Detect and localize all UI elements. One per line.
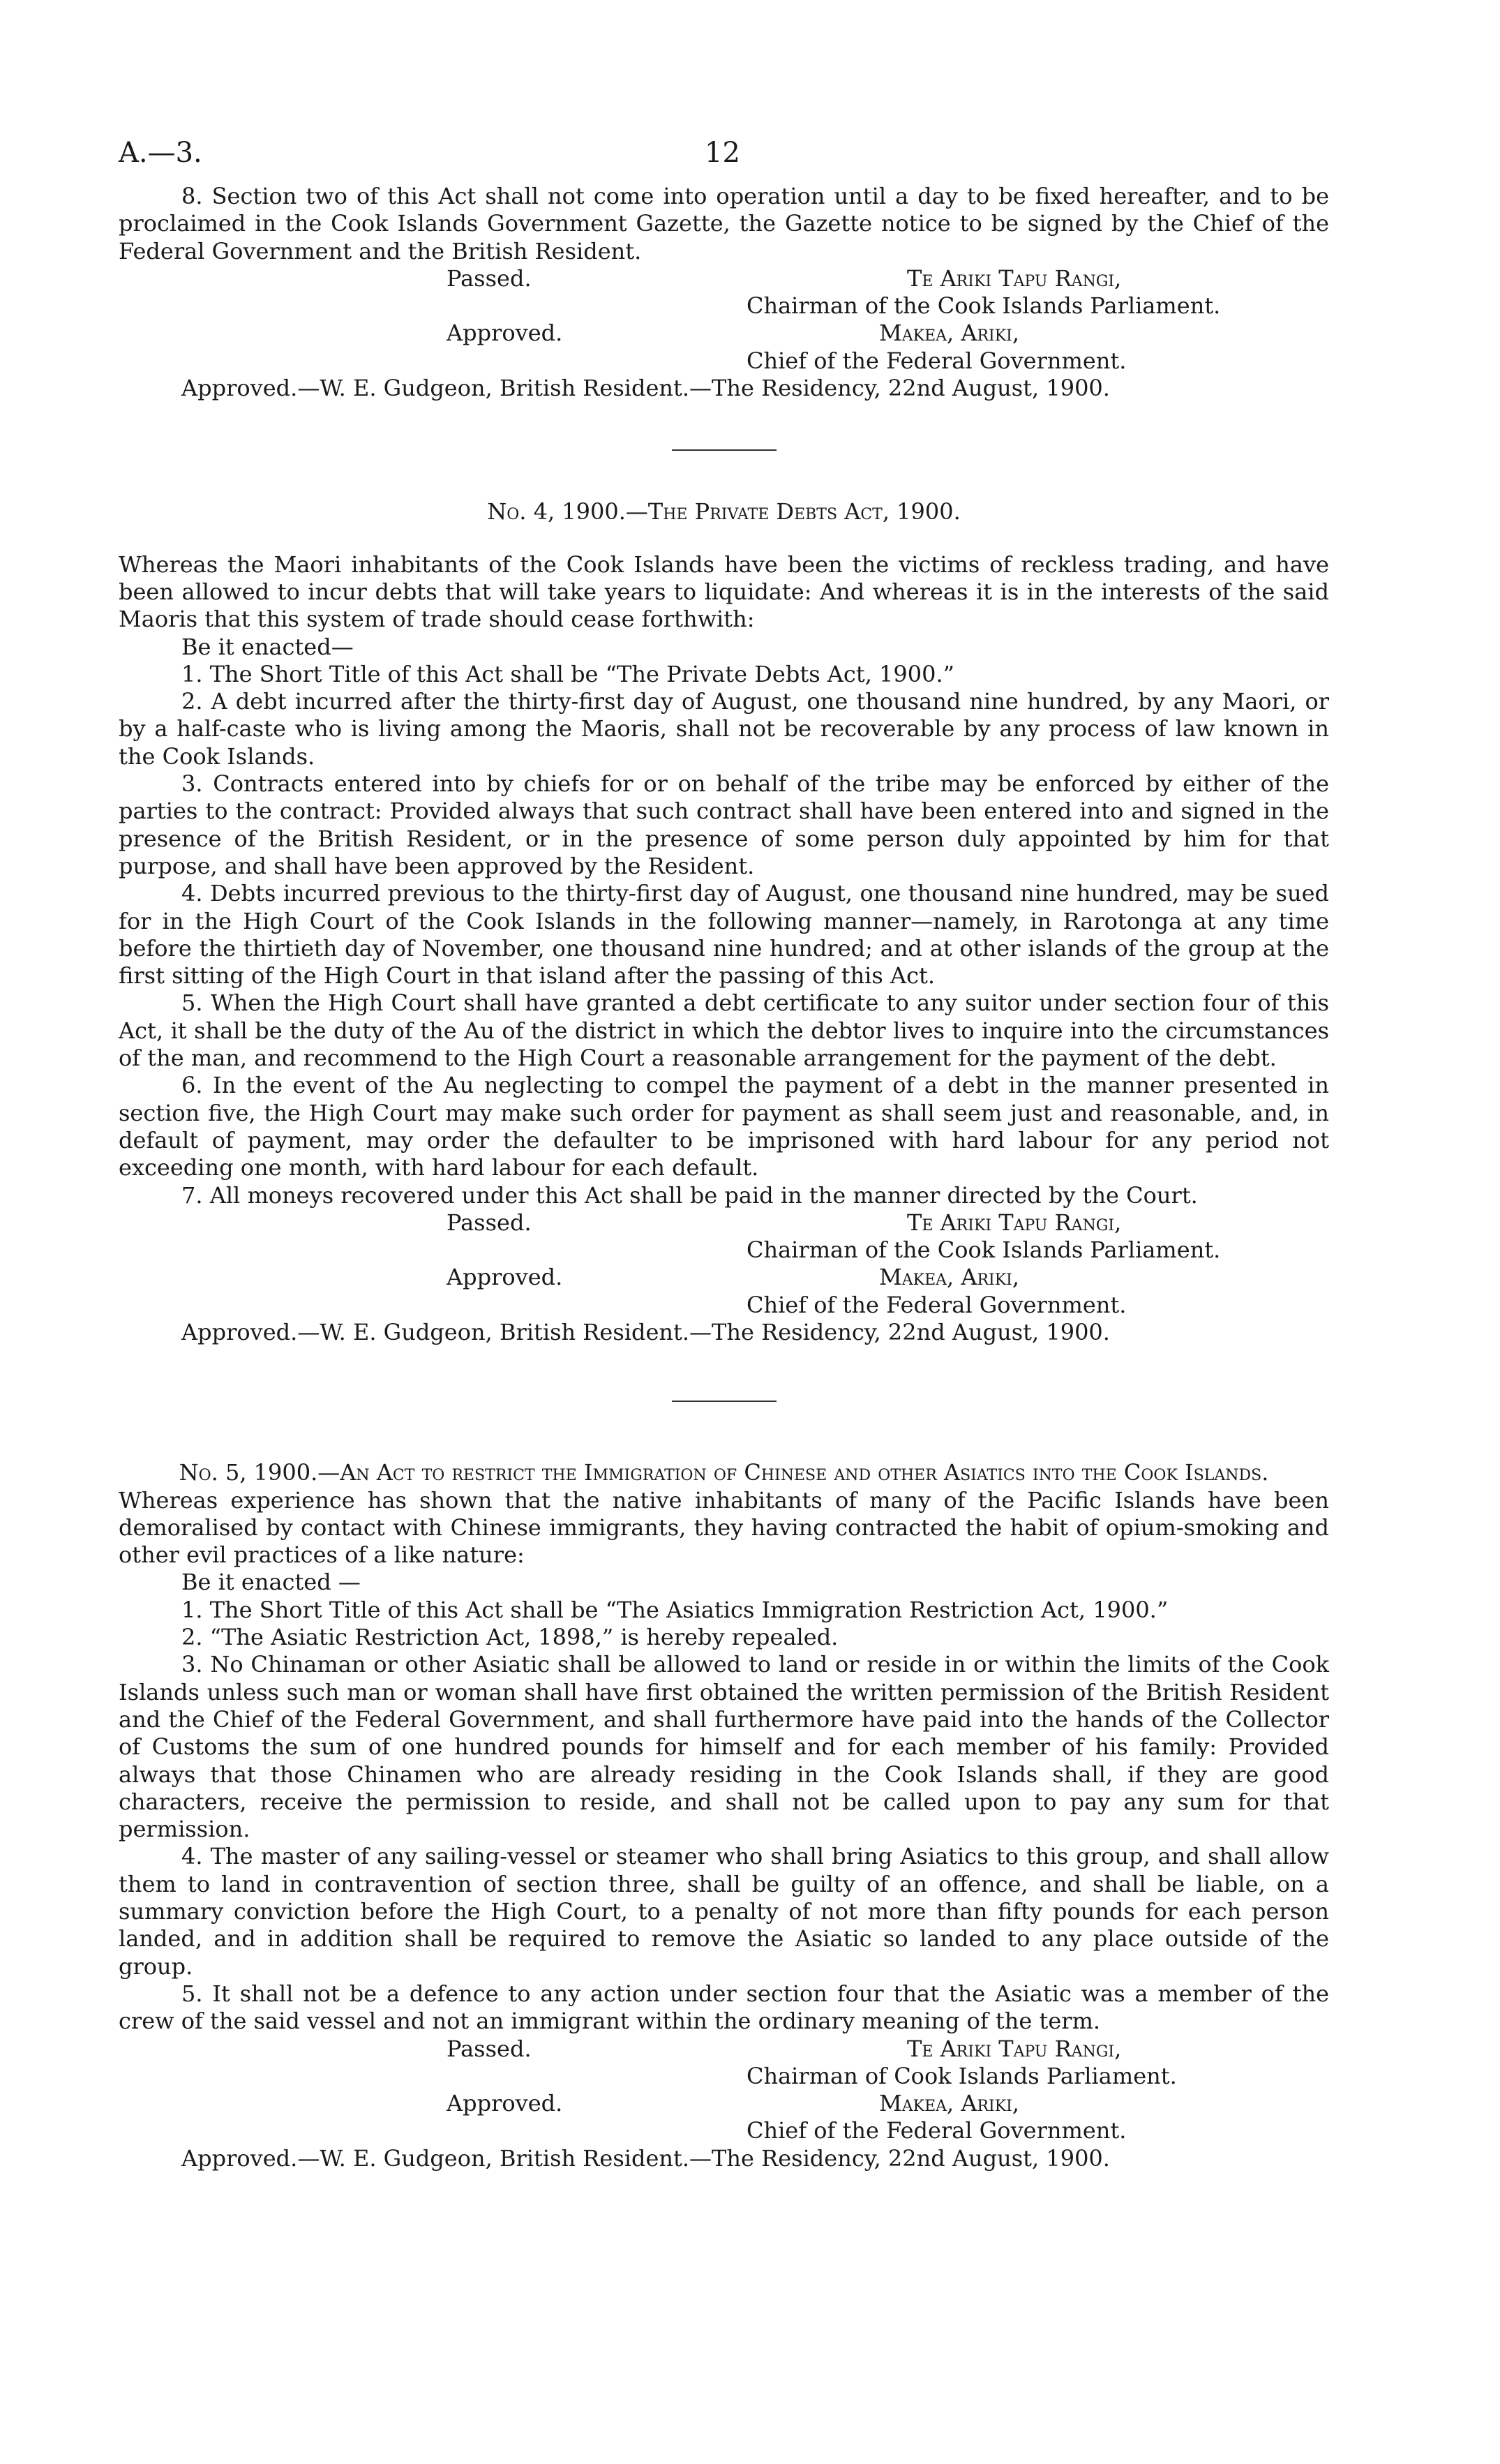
act-4-section: 7. All moneys recovered under this Act shall be paid in the manner directed by the Court. (181, 1181, 1198, 1209)
act-5-section: 2. “The Asiatic Restriction Act, 1898,” is hereby repealed. (181, 1624, 839, 1651)
act-5-section: 5. It shall not be a defence to any action under section four that the Asiatic was a member of the crew of the said vessel and not an immigrant within the ordinary meaning of the term. (119, 1980, 1329, 2035)
chairman-name: Te Ariki Tapu Rangi, (907, 264, 1122, 292)
passed-label: Passed. (447, 264, 532, 292)
resident-approval: Approved.—W. E. Gudgeon, British Resident.—The Residency, 22nd August, 1900. (181, 2144, 1110, 2172)
passed-label: Passed. (447, 2035, 532, 2062)
document-reference: A.—3. (119, 137, 202, 169)
chief-title: Chief of the Federal Government. (747, 1291, 1127, 1318)
approved-label: Approved. (447, 2090, 563, 2117)
act-4-section: 5. When the High Court shall have granted a debt certificate to any suitor under section four of this Act, it shall be the duty of the Au of the district in which the debtor lives to inquire into the circumstances of the man, and recommend to the High Court a reasonable arrangement for the payment of the debt. (119, 990, 1329, 1072)
act-5-section: 4. The master of any sailing-vessel or steamer who shall bring Asiatics to this group, and shall allow them to land in contravention of section three, shall be guilty of an offence, and shall be liable, on a summary conviction before the High Court, to a penalty of not more than fifty pounds for each person landed, and in addition shall be required to remove the Asiatic so landed to any place outside of the group. (119, 1843, 1329, 1980)
act-4-section: 1. The Short Title of this Act shall be “The Private Debts Act, 1900.” (181, 660, 954, 687)
act-4-enacted: Be it enacted— (181, 633, 354, 660)
signature-approved (119, 320, 1329, 375)
signature-approved (119, 2090, 1329, 2145)
page-number: 12 (705, 137, 740, 169)
chief-name: Makea, Ariki, (879, 320, 1020, 347)
resident-approval: Approved.—W. E. Gudgeon, British Resident.—The Residency, 22nd August, 1900. (181, 1318, 1110, 1345)
act-4-heading: No. 4, 1900.—The Private Debts Act, 1900. (487, 498, 961, 525)
chairman-name: Te Ariki Tapu Rangi, (907, 2035, 1122, 2062)
act-4-section: 3. Contracts entered into by chiefs for or on behalf of the tribe may be enforced by either of the parties to the contract: Provided always that such contract shall have been entered into and signed in the presence of the British Resident, or in the presence of some person duly appointed by him for that purpose, and shall have been approved by the Resident. (119, 770, 1329, 879)
chairman-title: Chairman of the Cook Islands Parliament. (747, 1237, 1221, 1264)
section-8: 8. Section two of this Act shall not come into operation until a day to be fixed hereafter, and to be proclaimed in the Cook Islands Government Gazette, the Gazette notice to be signed by the Chief of the Federal Government and the British Resident. (119, 183, 1329, 264)
act-5-preamble: Whereas experience has shown that the native inhabitants of many of the Pacific Islands have been demoralised by contact with Chinese immigrants, they having contracted the habit of opium-smoking and other evil practices of a like nature: (119, 1486, 1329, 1569)
act-5-enacted: Be it enacted — (181, 1569, 361, 1596)
chief-title: Chief of the Federal Government. (747, 2117, 1127, 2144)
signature-approved (119, 1264, 1329, 1319)
chief-title: Chief of the Federal Government. (747, 347, 1127, 374)
resident-approval: Approved.—W. E. Gudgeon, British Resident.—The Residency, 22nd August, 1900. (181, 375, 1110, 402)
act-4-section: 2. A debt incurred after the thirty-first day of August, one thousand nine hundred, by any Maori, or by a half-caste who is living among the Maoris, shall not be recoverable by any process of law known in the Cook Islands. (119, 688, 1329, 770)
chairman-title: Chairman of the Cook Islands Parliament. (747, 292, 1221, 320)
act-4-preamble: Whereas the Maori inhabitants of the Cook Islands have been the victims of reckless trading, and have been allowed to incur debts that will take years to liquidate: And whereas it is in the interests of the said Maoris that this system of trade should cease forthwith: (119, 551, 1329, 633)
signature-passed (119, 1209, 1329, 1264)
act-5-section: 1. The Short Title of this Act shall be “The Asiatics Immigration Restriction Act, 1900.” (181, 1596, 1169, 1623)
chairman-name: Te Ariki Tapu Rangi, (907, 1209, 1122, 1236)
passed-label: Passed. (447, 1209, 532, 1236)
signature-passed (119, 265, 1329, 320)
chief-name: Makea, Ariki, (879, 1264, 1020, 1291)
act-4-section: 6. In the event of the Au neglecting to compel the payment of a debt in the manner presented in section five, the High Court may make such order for payment as shall seem just and reasonable, and, in default of payment, may order the defaulter to be imprisoned with hard labour for any period not exceeding one month, with hard labour for each default. (119, 1072, 1329, 1181)
chief-name: Makea, Ariki, (879, 2090, 1020, 2117)
signature-passed (119, 2036, 1329, 2091)
page-header (119, 137, 1329, 183)
document-page (119, 137, 1329, 2172)
approved-label: Approved. (447, 320, 563, 347)
approved-label: Approved. (447, 1264, 563, 1291)
chairman-title: Chairman of Cook Islands Parliament. (747, 2062, 1177, 2089)
act-4-section: 4. Debts incurred previous to the thirty-first day of August, one thousand nine hundred, may be sued for in the High Court of the Cook Islands in the following manner—namely, in Rarotonga at any time before the thirtieth day of November, one thousand nine hundred; and at other islands of the group at the first sitting of the High Court in that island after the passing of this Act. (119, 880, 1329, 990)
act-5-section: 3. No Chinaman or other Asiatic shall be allowed to land or reside in or within the limits of the Cook Islands unless such man or woman shall have first obtained the written permission of the British Resident and the Chief of the Federal Government, and shall furthermore have paid into the hands of the Collector of Customs the sum of one hundred pounds for himself and for each member of his family: Provided always that those Chinamen who are already residing in the Cook Islands shall, if they are good characters, receive the permission to reside, and shall not be called upon to pay any sum for that permission. (119, 1651, 1329, 1843)
act-5-heading: No. 5, 1900.—An Act to restrict the Immigration of Chinese and other Asiatics into the Cook Islands. (179, 1459, 1269, 1486)
